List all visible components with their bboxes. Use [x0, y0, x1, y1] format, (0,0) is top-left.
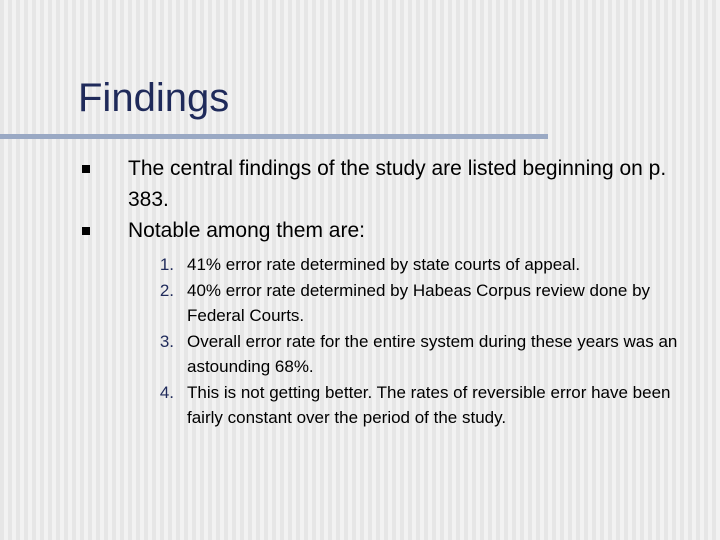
title-divider — [0, 134, 548, 139]
item-text: This is not getting better. The rates of reversible error have been fairly constant over the period of the study. — [187, 382, 671, 427]
numbered-item — [140, 278, 710, 329]
bullet-text: The central findings of the study are listed beginning on p. 383. — [128, 157, 667, 211]
item-text: 41% error rate determined by state courts of appeal. — [187, 255, 581, 274]
item-text: 40% error rate determined by Habeas Corpus review done by Federal Courts. — [187, 280, 651, 325]
item-number: 1. — [159, 255, 174, 274]
numbered-list — [140, 252, 710, 431]
bullet-list — [82, 153, 702, 246]
item-text: Overall error rate for the entire system during these years was an astounding 68%. — [187, 331, 678, 376]
square-bullet-icon — [82, 227, 90, 235]
bullet-item — [82, 153, 702, 215]
numbered-item — [140, 380, 710, 431]
item-number: 4. — [159, 382, 174, 402]
numbered-item — [140, 252, 710, 278]
slide-title: Findings — [78, 76, 230, 120]
bullet-item — [82, 215, 702, 246]
bullet-text: Notable among them are: — [128, 219, 365, 242]
item-number: 2. — [159, 280, 174, 300]
numbered-item — [140, 329, 710, 380]
square-bullet-icon — [82, 165, 90, 173]
item-number: 3. — [159, 331, 174, 351]
